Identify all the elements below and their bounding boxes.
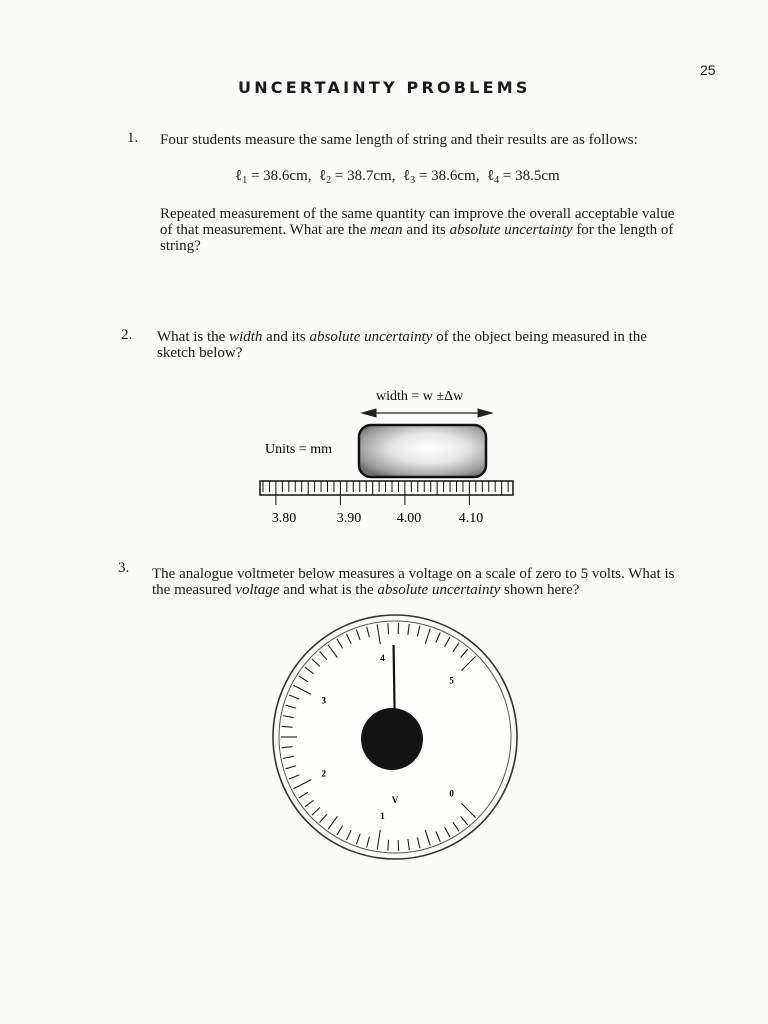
question-3-number: 3. xyxy=(118,560,130,576)
page-title: UNCERTAINTY PROBLEMS xyxy=(238,78,531,97)
page-number: 25 xyxy=(700,62,716,78)
emphasis-mean: mean xyxy=(370,222,403,238)
dial-label: 5 xyxy=(449,675,454,686)
emphasis-absolute-uncertainty: absolute uncertainty xyxy=(377,582,501,598)
emphasis-absolute-uncertainty: absolute uncertainty xyxy=(309,329,433,345)
emphasis-absolute-uncertainty: absolute uncertainty xyxy=(449,222,573,238)
measurement-4: ℓ$_4$ = 38.5cm xyxy=(486,168,560,186)
question-1-paragraph: Repeated measurement of the same quantity can improve the overall acceptable value of that measurement. What are the mean and its absolute uncertainty for the length of string? xyxy=(160,206,675,254)
measurement-1: ℓ$_1$ = 38.6cm, xyxy=(235,168,316,186)
measurement-2: ℓ$_2$ = 38.7cm, xyxy=(318,168,400,186)
ruler-label: 3.90 xyxy=(336,511,362,526)
question-2-number: 2. xyxy=(121,327,133,343)
needle-hub xyxy=(361,708,423,770)
units-label: Units = mm xyxy=(265,442,333,457)
ruler-label: 3.80 xyxy=(271,511,297,526)
width-label: width = w ±Δw xyxy=(376,389,464,404)
emphasis-width: width xyxy=(229,329,263,345)
measurement-3: ℓ$_3$ = 38.6cm, xyxy=(402,168,484,186)
question-2-text: What is the width and its absolute uncertainty of the object being measured in the sketch below? xyxy=(157,329,647,361)
dial-label: 0 xyxy=(449,788,454,799)
question-3-text: The analogue voltmeter below measures a voltage on a scale of zero to 5 volts. What is the measured voltage and what is the absolute uncertainty shown here? xyxy=(152,566,675,598)
dial-label: 3 xyxy=(321,695,326,706)
ruler-label: 4.10 xyxy=(458,511,484,526)
dial-tick xyxy=(388,840,389,851)
dial-tick xyxy=(388,623,389,634)
dial-label: 2 xyxy=(321,768,326,779)
dial-label: 1 xyxy=(380,811,385,822)
emphasis-voltage: voltage xyxy=(235,582,280,598)
question-1-number: 1. xyxy=(127,130,139,146)
ruler-label: 4.00 xyxy=(396,511,422,526)
unit-label: V xyxy=(391,795,399,805)
question-1-text: Four students measure the same length of string and their results are as follows: xyxy=(160,132,638,148)
dial-label: 4 xyxy=(380,652,385,663)
